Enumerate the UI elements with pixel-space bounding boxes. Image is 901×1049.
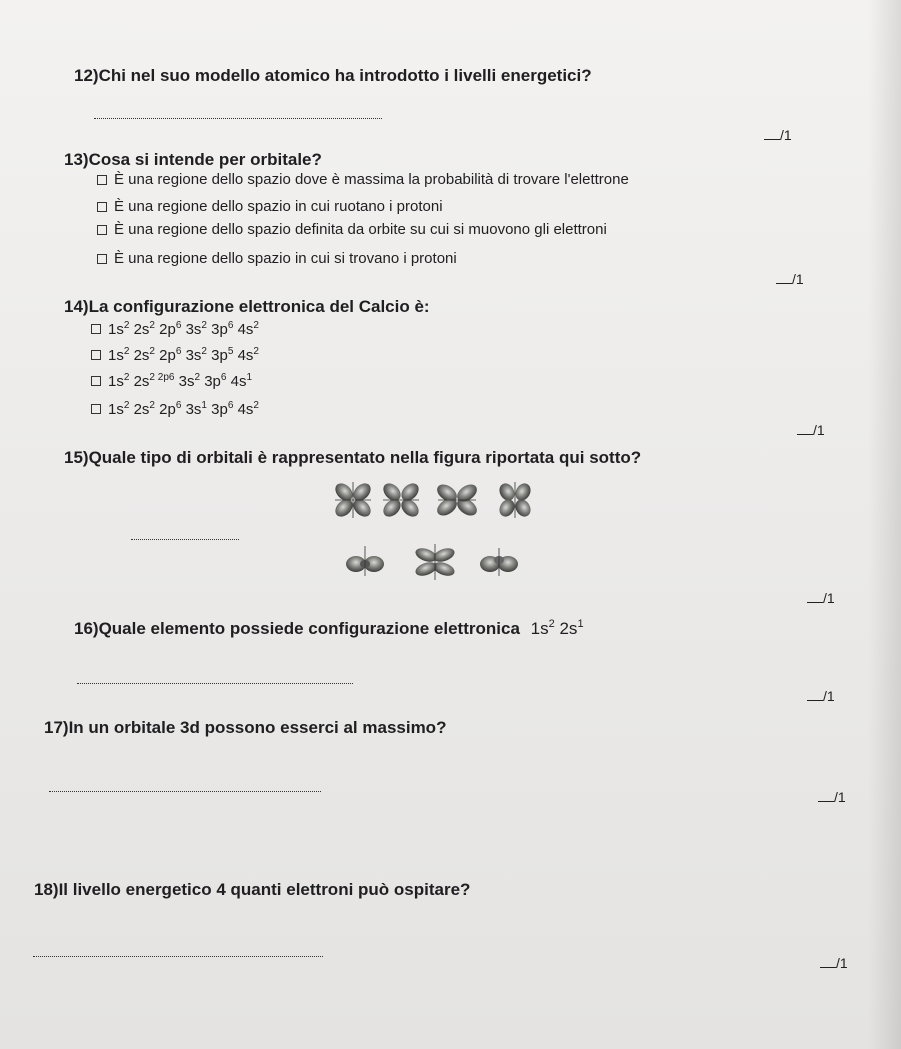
question-18-title: 18)Il livello energetico 4 quanti elettroni può ospitare? — [34, 880, 471, 899]
orbital-dz2-icon — [346, 546, 384, 576]
score-16: /1 — [807, 688, 835, 704]
config-term: $2s^2$ — [133, 320, 155, 338]
config-term: $3p^6$ — [211, 400, 234, 418]
question-17-title: 17)In un orbitale 3d possono esserci al massimo? — [44, 718, 447, 737]
checkbox[interactable] — [97, 175, 107, 185]
score-18: /1 — [820, 955, 848, 971]
config-term: $1s^2$ — [108, 346, 130, 364]
checkbox[interactable] — [97, 254, 107, 264]
option-14-c[interactable] — [91, 372, 252, 390]
config-term: $1s^2$ — [108, 372, 130, 390]
config-term: $4s^2$ — [237, 320, 259, 338]
question-15-title: 15)Quale tipo di orbitali è rappresentato nella figura riportata qui sotto? — [64, 448, 642, 467]
answer-line-16[interactable] — [77, 683, 353, 684]
score-15: /1 — [807, 590, 835, 606]
option-14-d[interactable] — [91, 400, 259, 418]
config-term: $3s^1$ — [185, 400, 207, 418]
checkbox[interactable] — [97, 225, 107, 235]
config-term: $4s^2$ — [237, 400, 259, 418]
option-13-b[interactable]: È una regione dello spazio in cui ruotano i protoni — [97, 198, 443, 215]
config-term: $2s^2$ — [133, 346, 155, 364]
checkbox[interactable] — [91, 324, 101, 334]
config-term: $1s^2$ — [108, 400, 130, 418]
question-13-title: 13)Cosa si intende per orbitale? — [64, 150, 322, 169]
orbital-dx2y2-icon — [496, 481, 533, 520]
option-13-d[interactable]: È una regione dello spazio in cui si trovano i protoni — [97, 250, 457, 267]
config-term: $3s^2$ — [185, 320, 207, 338]
config-term: $4s^1$ — [230, 372, 253, 390]
orbital-dxz-b-icon — [480, 548, 518, 576]
config-term: $3p^6$ — [204, 372, 227, 390]
configuration-16: $1s^2$ $2s^1$ — [530, 618, 584, 638]
checkbox[interactable] — [91, 404, 101, 414]
page-fold-shadow — [868, 0, 901, 1049]
option-14-b[interactable] — [91, 346, 259, 364]
config-term: $2p^6$ — [159, 400, 182, 418]
option-13-c[interactable]: È una regione dello spazio definita da orbite su cui si muovono gli elettroni — [97, 221, 607, 238]
question-16-title: 16)Quale elemento possiede configurazione elettronica $1s^2$ $2s^1$ — [74, 618, 584, 638]
score-13: /1 — [776, 271, 804, 287]
config-term: $2s^2$ — [133, 400, 155, 418]
score-12: /1 — [764, 127, 792, 143]
orbital-dxy-icon — [332, 480, 374, 520]
orbital-dxy-b-icon — [414, 544, 457, 580]
answer-line-17[interactable] — [49, 791, 321, 792]
config-term: $2s^{2 2p6}$ — [133, 372, 175, 390]
checkbox[interactable] — [91, 376, 101, 386]
question-12-title: 12)Chi nel suo modello atomico ha introdotto i livelli energetici? — [74, 66, 592, 85]
answer-line-12[interactable] — [94, 118, 382, 119]
config-term: $3p^5$ — [211, 346, 234, 364]
config-term: $4s^2$ — [237, 346, 259, 364]
score-17: /1 — [818, 789, 846, 805]
config-term: $2p^6$ — [159, 346, 182, 364]
orbital-dxz-icon — [380, 480, 422, 520]
checkbox[interactable] — [91, 350, 101, 360]
config-term: $3s^2$ — [185, 346, 207, 364]
option-14-a[interactable] — [91, 320, 259, 338]
answer-line-15[interactable] — [131, 539, 239, 540]
score-14: /1 — [797, 422, 825, 438]
checkbox[interactable] — [97, 202, 107, 212]
config-term: $1s^2$ — [108, 320, 130, 338]
answer-line-18[interactable] — [33, 956, 323, 957]
orbital-dyz-icon — [434, 481, 480, 519]
config-term: $3p^6$ — [211, 320, 234, 338]
d-orbitals-figure — [325, 472, 555, 592]
config-term: $2p^6$ — [159, 320, 182, 338]
option-13-a[interactable]: È una regione dello spazio dove è massima la probabilità di trovare l'elettrone — [97, 171, 629, 188]
question-14-title: 14)La configurazione elettronica del Calcio è: — [64, 297, 430, 316]
config-term: $3s^2$ — [178, 372, 201, 390]
